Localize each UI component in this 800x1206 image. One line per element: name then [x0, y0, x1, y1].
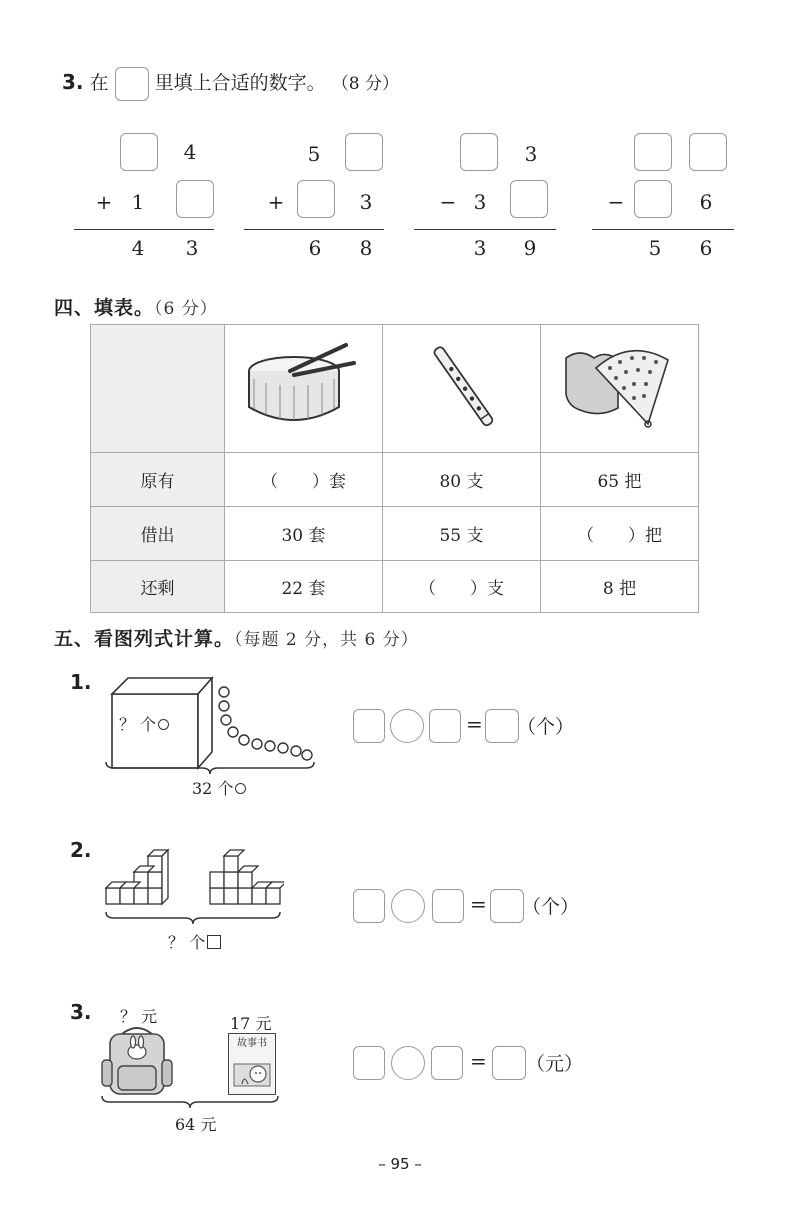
answer-box[interactable]: [353, 889, 385, 923]
result-digit: 9: [523, 236, 537, 260]
answer-box[interactable]: [485, 709, 519, 743]
equals-sign: =: [470, 1049, 487, 1073]
row-label-remaining: 还剩: [91, 561, 225, 613]
answer-box[interactable]: [634, 180, 672, 218]
equals-sign: =: [470, 892, 487, 916]
block-stack-left: [106, 850, 168, 904]
table-cell: 65 把: [541, 453, 699, 507]
table-cell[interactable]: （ ）把: [541, 507, 699, 561]
answer-box[interactable]: [345, 133, 383, 171]
table-cell: 8 把: [541, 561, 699, 613]
table-cell[interactable]: （ ）套: [225, 453, 383, 507]
answer-box[interactable]: [490, 889, 524, 923]
problem-number: 2.: [70, 838, 92, 862]
flute-cell: [383, 325, 541, 453]
operator: +: [95, 190, 113, 214]
bead-icon: [158, 719, 169, 730]
answer-box[interactable]: [432, 889, 464, 923]
section5-title-text: 五、看图列式计算。: [54, 628, 235, 650]
mid-digit: 3: [359, 190, 373, 214]
bag-price: ？ 元: [120, 1007, 158, 1026]
total-label-text: ？ 个: [168, 933, 206, 952]
q3-points: （8 分）: [331, 74, 399, 94]
answer-box[interactable]: [460, 133, 498, 171]
operator-circle[interactable]: [391, 1046, 425, 1080]
total-label: [192, 776, 246, 799]
answer-box[interactable]: [297, 180, 335, 218]
total-label-text: 32 个: [192, 779, 234, 798]
unit-label: （个）: [522, 896, 580, 918]
box-label-text: ？ 个: [119, 715, 157, 734]
answer-box[interactable]: [689, 133, 727, 171]
table-cell[interactable]: （ ）支: [383, 561, 541, 613]
box-label: [119, 712, 169, 735]
problem-number: 1.: [70, 670, 92, 694]
total-label: [168, 930, 221, 953]
total-brace: [104, 760, 316, 776]
operator-circle[interactable]: [390, 709, 424, 743]
difference-line: [414, 229, 556, 230]
table-cell: 80 支: [383, 453, 541, 507]
fan-cell: [541, 325, 699, 453]
flute-icon: [422, 336, 502, 436]
result-digit: 5: [648, 236, 662, 260]
equals-sign: =: [466, 712, 483, 736]
answer-box[interactable]: [353, 709, 385, 743]
answer-box[interactable]: [429, 709, 461, 743]
block-stack-right: [210, 850, 284, 904]
operator: −: [607, 190, 625, 214]
answer-box[interactable]: [634, 133, 672, 171]
mid-digit: 6: [699, 190, 713, 214]
section5-title: [54, 624, 419, 651]
bead-icon: [235, 783, 246, 794]
backpack-icon: [100, 1026, 174, 1098]
result-digit: 8: [359, 236, 373, 260]
unit-label: （元）: [526, 1053, 584, 1075]
q3-number: 3.: [62, 70, 84, 94]
row-label-original: 原有: [91, 453, 225, 507]
answer-box[interactable]: [120, 133, 158, 171]
result-digit: 3: [185, 236, 199, 260]
sum-line: [244, 229, 384, 230]
problem-number: 3.: [70, 1000, 92, 1024]
storybook-icon: [228, 1033, 276, 1095]
section4-title: [54, 293, 218, 320]
folding-fan-icon: [560, 338, 680, 434]
result-digit: 3: [473, 236, 487, 260]
result-digit: 6: [308, 236, 322, 260]
fill-table: [90, 324, 699, 613]
unit-label: （个）: [517, 716, 575, 738]
top-digit: 3: [524, 142, 538, 166]
top-digit: 4: [183, 140, 197, 164]
operator-circle[interactable]: [391, 889, 425, 923]
page-number: – 95 –: [378, 1155, 422, 1173]
q3-instruction: [62, 64, 399, 100]
difference-line: [592, 229, 734, 230]
total-brace: [104, 910, 282, 926]
q3-inline-box: [115, 67, 149, 101]
book-title: 故事书: [237, 1038, 267, 1049]
section5-points: （每题 2 分，共 6 分）: [234, 630, 419, 650]
q3-text-after: 里填上合适的数字。: [154, 72, 326, 94]
result-digit: 6: [699, 236, 713, 260]
answer-box[interactable]: [431, 1046, 463, 1080]
table-corner: [91, 325, 225, 453]
answer-box[interactable]: [492, 1046, 526, 1080]
table-cell: 55 支: [383, 507, 541, 561]
mid-digit: 3: [473, 190, 487, 214]
table-cell: 30 套: [225, 507, 383, 561]
operator: −: [439, 190, 457, 214]
sum-line: [74, 229, 214, 230]
answer-box[interactable]: [353, 1046, 385, 1080]
total-brace: [100, 1094, 280, 1110]
lion-cover-icon: [230, 1050, 274, 1090]
section4-points: （6 分）: [154, 299, 218, 319]
drum-icon: [244, 341, 364, 431]
table-cell: 22 套: [225, 561, 383, 613]
total-label: 64 元: [175, 1115, 217, 1134]
block-icon: [207, 935, 221, 949]
answer-box[interactable]: [510, 180, 548, 218]
section4-title-text: 四、填表。: [54, 297, 155, 319]
top-digit: 5: [307, 142, 321, 166]
mid-digit: 1: [131, 190, 145, 214]
block-stacks-picture: [104, 842, 284, 912]
result-digit: 4: [131, 236, 145, 260]
operator: +: [267, 190, 285, 214]
drum-cell: [225, 325, 383, 453]
answer-box[interactable]: [176, 180, 214, 218]
row-label-lent: 借出: [91, 507, 225, 561]
q3-text-before: 在: [89, 72, 109, 94]
bead-chain: [219, 687, 312, 760]
book-price: 17 元: [230, 1014, 272, 1033]
